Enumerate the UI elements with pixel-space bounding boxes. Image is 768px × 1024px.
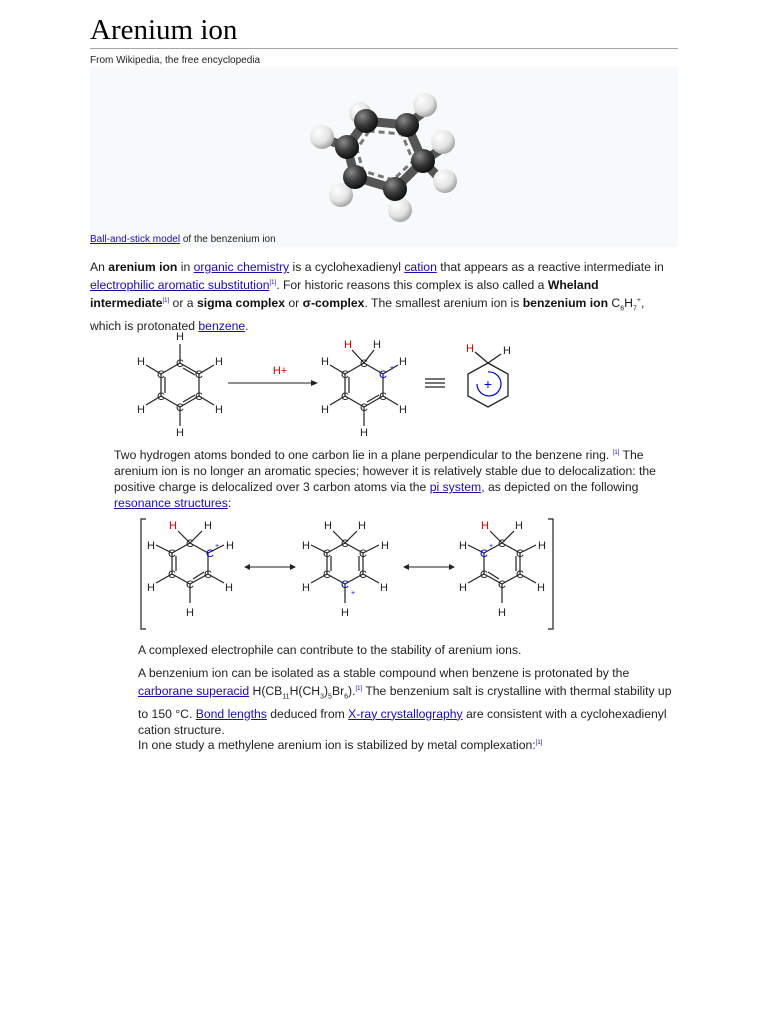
hydrogen-label: H <box>204 520 212 532</box>
carbon-label: C <box>379 391 387 403</box>
intro-paragraph: An arenium ion in organic chemistry is a cyclohexadienyl cation that appears as a reactive intermediate in electrophilic aromatic substitution[1]. For historic reasons this complex is also called a Wheland intermediate[1] or a sigma complex or σ-complex. The smallest arenium ion is benzenium ion $C_6H_7^+$, which is protonated benzene. <box>90 260 664 333</box>
cation-link[interactable]: cation <box>404 260 437 274</box>
carbon-label: C <box>195 369 203 381</box>
carbon-label: C <box>498 579 506 591</box>
carbon-label: C <box>323 569 331 581</box>
carborane-superacid-link[interactable]: carborane superacid <box>138 684 250 699</box>
hydrogen-label: H <box>321 404 329 416</box>
added-hydrogen-label: H <box>169 520 177 532</box>
infobox-figure <box>90 67 678 247</box>
tagline: From Wikipedia, the free encyclopedia <box>90 55 261 66</box>
reference-mark[interactable]: [1] <box>355 686 363 692</box>
hydrogen-label: H <box>324 520 332 532</box>
hydrogen-label: H <box>341 607 349 619</box>
figure-caption <box>90 234 276 245</box>
ball-and-stick-model <box>285 75 475 227</box>
electrophilic-aromatic-substitution-link[interactable]: electrophilic aromatic substitution <box>90 278 270 293</box>
bond-lengths-link[interactable]: Bond lengths <box>195 706 267 721</box>
complexed-electrophile-paragraph: A complexed electrophile can contribute to the stability of arenium ions. <box>138 643 522 657</box>
reference-mark[interactable]: [1] <box>535 740 543 746</box>
cationic-carbon-label: C <box>379 369 387 381</box>
hydrogen-label: H <box>176 331 184 343</box>
hydrogen-label: H <box>226 540 234 552</box>
hydrogen-label: H <box>380 582 388 594</box>
hydrogen-label: H <box>459 582 467 594</box>
hydrogen-label: H <box>321 356 329 368</box>
page-title: Arenium ion <box>90 14 238 46</box>
hydrogen-label: H <box>503 345 511 357</box>
proton-reagent: H+ <box>272 365 288 377</box>
carbon-label: C <box>341 391 349 403</box>
carbon-label: C <box>341 538 349 550</box>
added-hydrogen-label: H <box>481 520 489 532</box>
benzene-link[interactable]: benzene <box>198 318 246 333</box>
methylene-arenium-paragraph: In one study a methylene arenium ion is stabilized by metal complexation:[1] <box>138 738 543 753</box>
hydrogen-label: H <box>381 540 389 552</box>
carbon-label: C <box>359 569 367 581</box>
hydrogen-label: H <box>302 582 310 594</box>
hydrogen-label: H <box>215 404 223 416</box>
carbon-label: C <box>186 579 194 591</box>
cationic-carbon-label: C <box>480 548 488 560</box>
hydrogen-label: H <box>399 404 407 416</box>
reference-mark[interactable]: [1] <box>269 280 277 286</box>
ball-and-stick-model-link[interactable]: Ball-and-stick model <box>90 234 181 245</box>
hydrogen-label: H <box>399 356 407 368</box>
carbon-label: C <box>360 402 368 414</box>
benzenium-isolation-paragraph: A benzenium ion can be isolated as a stable compound when benzene is protonated by the carborane superacid $H(CB_{11}H(CH_3)_5Br_6).[1]$ The benzenium salt is crystalline with thermal stability up to 150 °C. Bond lengths deduced from X-ray crystallography are consistent with a cyclohexadienyl cation structure. <box>138 666 672 737</box>
resonance-structures-scheme <box>138 515 560 633</box>
protonation-scheme <box>128 330 528 442</box>
carbon-label: C <box>195 391 203 403</box>
carbon-label: C <box>176 358 184 370</box>
carbon-label: C <box>157 391 165 403</box>
carbon-label: C <box>204 569 212 581</box>
carbon-label: C <box>176 402 184 414</box>
hydrogen-label: H <box>186 607 194 619</box>
cationic-carbon-label: C <box>341 579 349 591</box>
added-hydrogen-label: H <box>344 339 352 351</box>
pi-system-link[interactable]: pi system <box>429 480 482 495</box>
charge-label: + <box>215 543 220 550</box>
carbon-label: C <box>168 548 176 560</box>
carbon-label: C <box>516 569 524 581</box>
hydrogen-label: H <box>459 540 467 552</box>
cationic-carbon-label: C <box>206 548 214 560</box>
delocalized-charge-label: + <box>483 376 493 392</box>
hydrogen-label: H <box>537 582 545 594</box>
charge-label: + <box>489 543 494 550</box>
reference-mark[interactable]: [1] <box>612 450 620 456</box>
carbon-label: C <box>359 548 367 560</box>
carbon-label: C <box>323 548 331 560</box>
resonance-structures-link[interactable]: resonance structures <box>114 496 228 511</box>
carbon-label: C <box>341 369 349 381</box>
hydrogen-label: H <box>360 427 368 439</box>
carbon-label: C <box>498 538 506 550</box>
carbon-label: C <box>157 369 165 381</box>
carbon-label: C <box>186 538 194 550</box>
hydrogen-label: H <box>215 356 223 368</box>
hydrogen-label: H <box>498 607 506 619</box>
organic-chemistry-link[interactable]: organic chemistry <box>193 260 290 274</box>
hydrogen-label: H <box>515 520 523 532</box>
charge-label: + <box>351 590 356 597</box>
hydrogen-label: H <box>137 404 145 416</box>
hydrogen-label: H <box>137 356 145 368</box>
hydrogen-label: H <box>147 582 155 594</box>
hydrogen-label: H <box>147 540 155 552</box>
carbon-label: C <box>480 569 488 581</box>
delocalization-paragraph: Two hydrogen atoms bonded to one carbon lie in a plane perpendicular to the benzene ring. [1] The arenium ion is no longer an aromatic species; however it is relatively stable due to delocalization: the positive charge is delocalized over 3 carbon atoms via the pi system, as depicted on the following resonance structures: <box>114 448 656 511</box>
hydrogen-label: H <box>302 540 310 552</box>
reference-mark[interactable]: [1] <box>162 298 170 305</box>
carbon-label: C <box>516 548 524 560</box>
caption-text: of the benzenium ion <box>180 234 276 245</box>
x-ray-crystallography-link[interactable]: X-ray crystallography <box>348 706 463 721</box>
hydrogen-label: H <box>225 582 233 594</box>
carbon-label: C <box>168 569 176 581</box>
hydrogen-label: H <box>176 427 184 439</box>
hydrogen-label: H <box>358 520 366 532</box>
charge-label: + <box>390 365 395 372</box>
title-divider <box>90 48 678 49</box>
carbon-label: C <box>360 358 368 370</box>
added-hydrogen-label: H <box>466 343 474 355</box>
hydrogen-label: H <box>538 540 546 552</box>
hydrogen-label: H <box>373 339 381 351</box>
